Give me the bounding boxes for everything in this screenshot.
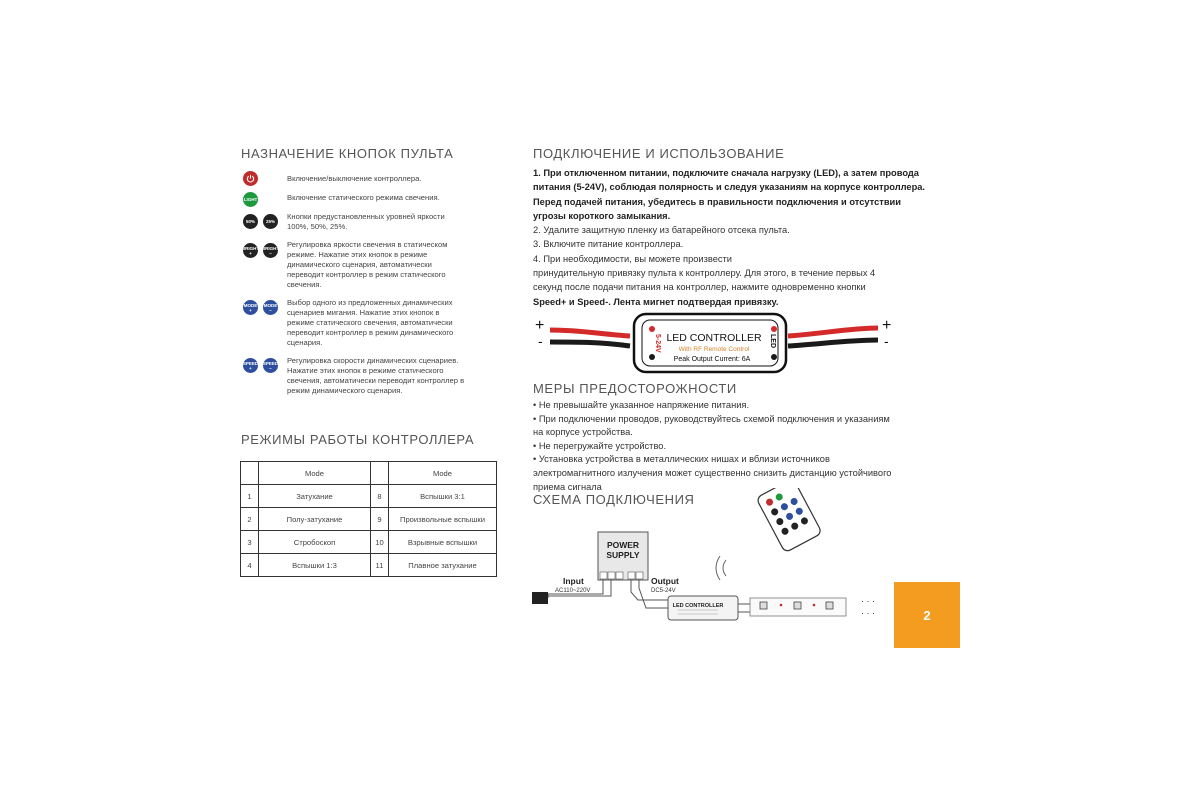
precautions-list xyxy=(533,399,943,494)
wiring-scheme-diagram xyxy=(528,488,890,630)
power-supply-label-line1: POWER xyxy=(606,540,640,550)
connection-section-title: ПОДКЛЮЧЕНИЕ И ИСПОЛЬЗОВАНИЕ xyxy=(533,146,785,161)
remote-buttons-list xyxy=(241,170,491,400)
table-cell: Взрывные вспышки xyxy=(389,531,497,554)
modes-table xyxy=(240,461,497,577)
controller-name: LED CONTROLLER xyxy=(666,332,762,344)
plus-terminal-icon xyxy=(771,326,777,332)
mode-plus-button-icon: MODE + xyxy=(243,300,258,315)
precaution-line: на корпусе устройства. xyxy=(533,427,633,438)
input-label: Input xyxy=(563,576,584,586)
table-cell: Затухание xyxy=(259,485,371,508)
precaution-line: приема сигнала xyxy=(533,481,602,492)
table-cell: 1 xyxy=(241,485,259,508)
precaution-line: • Не перегружайте устройство. xyxy=(533,440,667,451)
table-header-cell: Mode xyxy=(389,462,497,485)
mode-minus-button-icon: MODE − xyxy=(263,300,278,315)
table-cell: Вспышки 1:3 xyxy=(259,554,371,577)
precaution-line: электромагнитного излучения может существенно снизить дистанцию устойчивого xyxy=(533,467,892,478)
table-cell: 10 xyxy=(371,531,389,554)
instruction-line: секунд после подачи питания на контроллер, нажмите одновременно кнопки xyxy=(533,282,866,293)
controller-left-label: 5-24V xyxy=(654,334,661,353)
plus-terminal-icon xyxy=(649,326,655,332)
list-item-text: Включение/выключение контроллера. xyxy=(287,174,422,183)
list-item-text: Кнопки предустановленных уровней яркости 100%, 50%, 25%. xyxy=(287,212,445,231)
table-row xyxy=(241,531,497,554)
scheme-controller-label: LED CONTROLLER xyxy=(672,603,724,609)
instruction-line: 1. При отключенном питании, подключите сначала нагрузку (LED), а затем провода xyxy=(533,168,919,178)
table-cell: 8 xyxy=(371,485,389,508)
table-header-cell xyxy=(371,462,389,485)
precautions-section-title: МЕРЫ ПРЕДОСТОРОЖНОСТИ xyxy=(533,381,737,396)
controller-peak-current: Peak Output Current: 6A xyxy=(673,356,751,363)
scheme-section-title: СХЕМА ПОДКЛЮЧЕНИЯ xyxy=(533,492,695,507)
table-row xyxy=(241,554,497,577)
strip-continuation-dots-top: · · · xyxy=(861,596,875,606)
right-minus-sign: - xyxy=(884,333,889,349)
precaution-line: • Установка устройства в металлических нишах и вблизи источников xyxy=(533,454,830,465)
precaution-line: • При подключении проводов, руководствуйтесь схемой подключения и указаниям xyxy=(533,413,890,424)
table-cell: Вспышки 3:1 xyxy=(389,485,497,508)
table-header-row xyxy=(241,462,497,485)
brightness-25-button-icon: 25% xyxy=(263,214,278,229)
table-cell: 2 xyxy=(241,508,259,531)
left-minus-sign: - xyxy=(538,333,543,349)
table-cell: Полу-затухание xyxy=(259,508,371,531)
instruction-line: угрозы короткого замыкания. xyxy=(533,210,671,221)
connection-instructions xyxy=(533,166,943,309)
controller-illustration xyxy=(530,312,900,376)
strip-continuation-dots-bottom: · · · xyxy=(861,608,875,618)
right-plus-sign: + xyxy=(882,317,892,334)
table-row xyxy=(241,485,497,508)
power-supply-label-line2: SUPPLY xyxy=(606,550,640,560)
table-header-cell: Mode xyxy=(259,462,371,485)
instruction-line: принудительную привязку пульта к контроллеру. Для этого, в течение первых 4 xyxy=(533,268,876,279)
table-cell: 11 xyxy=(371,554,389,577)
buttons-section-title: НАЗНАЧЕНИЕ КНОПОК ПУЛЬТА xyxy=(241,146,454,161)
table-cell: Плавное затухание xyxy=(389,554,497,577)
output-label: Output xyxy=(651,576,679,586)
left-plus-sign: + xyxy=(535,317,545,334)
list-item-text: Включение статического режима свечения. xyxy=(287,193,440,202)
list-item-text: Выбор одного из предложенных динамических сценариев мигания. Нажатие этих кнопок в режиме статического свечения, автоматически переводит контроллер в режим динамического сценария. xyxy=(287,298,454,347)
page-number-badge xyxy=(894,582,960,648)
remote-control-illustration xyxy=(756,488,822,553)
table-header-cell xyxy=(241,462,259,485)
minus-terminal-icon xyxy=(771,354,777,360)
power-button-icon xyxy=(243,171,258,186)
controller-right-label: LED xyxy=(769,334,776,348)
modes-section-title: РЕЖИМЫ РАБОТЫ КОНТРОЛЛЕРА xyxy=(241,432,475,447)
bright-minus-button-icon: BRIGHT − xyxy=(263,243,278,258)
list-item-text: Регулировка яркости свечения в статическом режиме. Нажатие этих кнопок в режиме динамического сценария, автоматически переводит контроллер в режим статического свечения. xyxy=(287,240,448,289)
speed-minus-button-icon: SPEED − xyxy=(263,358,278,373)
instruction-line: Speed+ и Speed-. Лента мигнет подтвердая привязку. xyxy=(533,296,779,307)
controller-subtitle: With RF Remote Control xyxy=(678,346,750,353)
instruction-line: 2. Удалите защитную пленку из батарейного отсека пульта. xyxy=(533,225,790,236)
instruction-line: Перед подачей питания, убедитесь в правильности подключения и отсутствии xyxy=(533,196,901,207)
table-cell: 9 xyxy=(371,508,389,531)
light-button-icon: LIGHT xyxy=(243,192,258,207)
table-row xyxy=(241,508,497,531)
table-cell: 3 xyxy=(241,531,259,554)
speed-plus-button-icon: SPEED + xyxy=(243,358,258,373)
instruction-line: 3. Включите питание контроллера. xyxy=(533,239,684,250)
list-item-text: Регулировка скорости динамических сценариев. Нажатие этих кнопок в режиме статического свечения, автоматически переводит контроллер в режим динамического сценария. xyxy=(287,356,465,395)
table-cell: 4 xyxy=(241,554,259,577)
bright-plus-button-icon: BRIGHT + xyxy=(243,243,258,258)
instruction-line: 4. При необходимости, вы можете произвести xyxy=(533,253,732,264)
precaution-line: • Не превышайте указанное напряжение питания. xyxy=(533,400,750,410)
brightness-50-button-icon: 50% xyxy=(243,214,258,229)
table-cell: Стробоскоп xyxy=(259,531,371,554)
input-voltage: AC110~220V xyxy=(555,588,591,594)
instruction-line: питания (5-24V), соблюдая полярность и следуя указаниям на корпусе контроллера. xyxy=(533,182,926,193)
page-number: 2 xyxy=(923,607,931,623)
minus-terminal-icon xyxy=(649,354,655,360)
table-cell: Произвольные вспышки xyxy=(389,508,497,531)
output-voltage: DC5-24V xyxy=(651,588,676,594)
